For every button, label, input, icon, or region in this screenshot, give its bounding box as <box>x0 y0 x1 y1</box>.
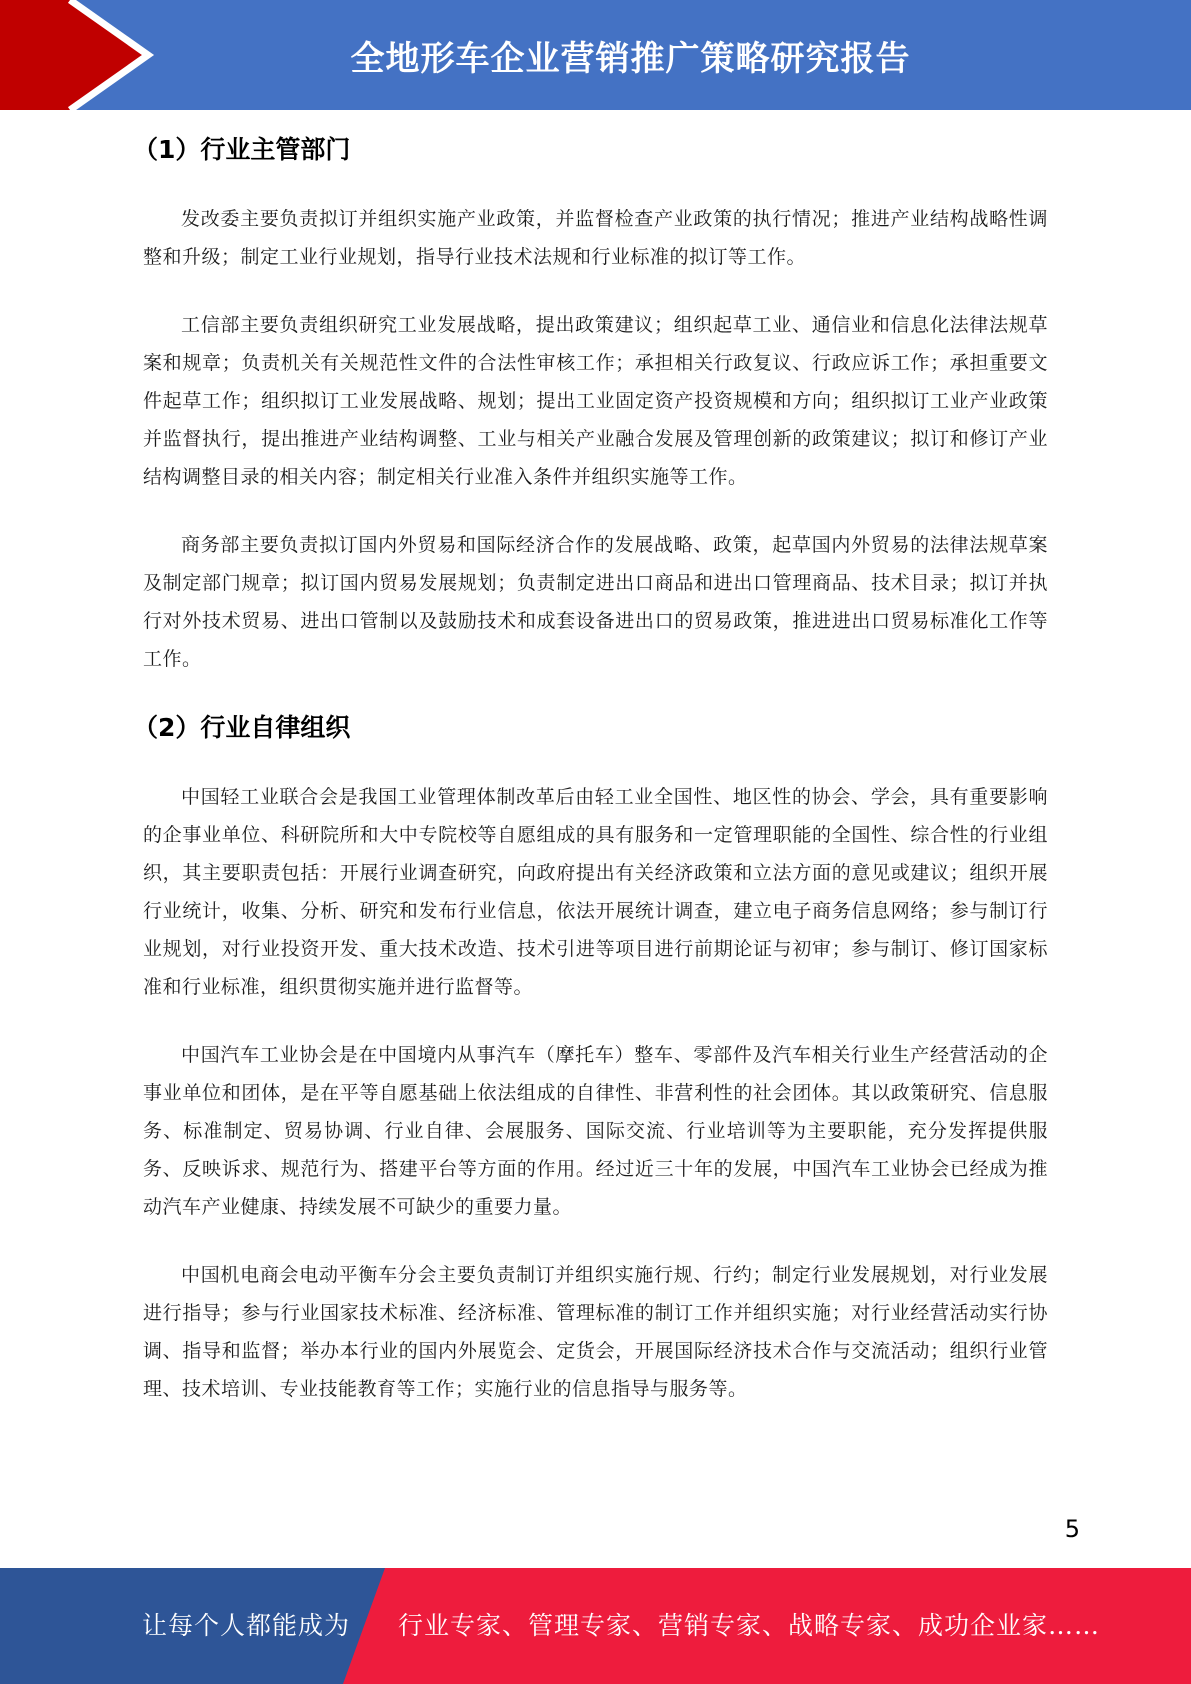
paragraph: 中国机电商会电动平衡车分会主要负责制订并组织实施行规、行约；制定行业发展规划，对行业发展进行指导；参与行业国家技术标准、经济标准、管理标准的制订工作并组织实施；对行业经营活动实行协调、指导和监督；举办本行业的国内外展览会、定货会，开展国际经济技术合作与交流活动；组织行业管理、技术培训、专业技能教育等工作；实施行业的信息指导与服务等。 <box>143 1264 1048 1400</box>
footer-slogan-right: 行业专家、管理专家、营销专家、战略专家、成功企业家…… <box>398 1611 1101 1640</box>
report-title: 全地形车企业营销推广策略研究报告 <box>350 38 911 79</box>
header-chevron-icon <box>0 0 160 110</box>
main-content <box>133 125 1048 1408</box>
section-heading: （1）行业主管部门 <box>133 135 351 164</box>
paragraph: 中国轻工业联合会是我国工业管理体制改革后由轻工业全国性、地区性的协会、学会，具有重要影响的企事业单位、科研院所和大中专院校等自愿组成的具有服务和一定管理职能的全国性、综合性的行业组织，其主要职责包括：开展行业调查研究，向政府提出有关经济政策和立法方面的意见或建议；组织开展行业统计，收集、分析、研究和发布行业信息，依法开展统计调查，建立电子商务信息网络；参与制订行业规划，对行业投资开发、重大技术改造、技术引进等项目进行前期论证与初审；参与制订、修订国家标准和行业标准，组织贯彻实施并进行监督等。 <box>143 786 1048 998</box>
section-heading: （2）行业自律组织 <box>133 713 351 742</box>
paragraph: 工信部主要负责组织研究工业发展战略，提出政策建议；组织起草工业、通信业和信息化法律法规草案和规章；负责机关有关规范性文件的合法性审核工作；承担相关行政复议、行政应诉工作；承担重要文件起草工作；组织拟订工业发展战略、规划；提出工业固定资产投资规模和方向；组织拟订工业产业政策并监督执行，提出推进产业结构调整、工业与相关产业融合发展及管理创新的政策建议；拟订和修订产业结构调整目录的相关内容；制定相关行业准入条件并组织实施等工作。 <box>143 314 1048 488</box>
page-number: 5 <box>1064 1515 1080 1543</box>
header-banner <box>0 0 1191 110</box>
paragraph: 中国汽车工业协会是在中国境内从事汽车（摩托车）整车、零部件及汽车相关行业生产经营活动的企事业单位和团体，是在平等自愿基础上依法组成的自律性、非营利性的社会团体。其以政策研究、信息服务、标准制定、贸易协调、行业自律、会展服务、国际交流、行业培训等为主要职能，充分发挥提供服务、反映诉求、规范行为、搭建平台等方面的作用。经过近三十年的发展，中国汽车工业协会已经成为推动汽车产业健康、持续发展不可缺少的重要力量。 <box>143 1044 1048 1218</box>
footer-slogan-left: 让每个人都能成为 <box>142 1611 351 1640</box>
paragraph: 发改委主要负责拟订并组织实施产业政策，并监督检查产业政策的执行情况；推进产业结构战略性调整和升级；制定工业行业规划，指导行业技术法规和行业标准的拟订等工作。 <box>143 208 1048 268</box>
footer-banner <box>0 1568 1191 1684</box>
paragraph: 商务部主要负责拟订国内外贸易和国际经济合作的发展战略、政策，起草国内外贸易的法律法规草案及制定部门规章；拟订国内贸易发展规划；负责制定进出口商品和进出口管理商品、技术目录；拟订并执行对外技术贸易、进出口管制以及鼓励技术和成套设备进出口的贸易政策，推进进出口贸易标准化工作等工作。 <box>143 534 1048 670</box>
